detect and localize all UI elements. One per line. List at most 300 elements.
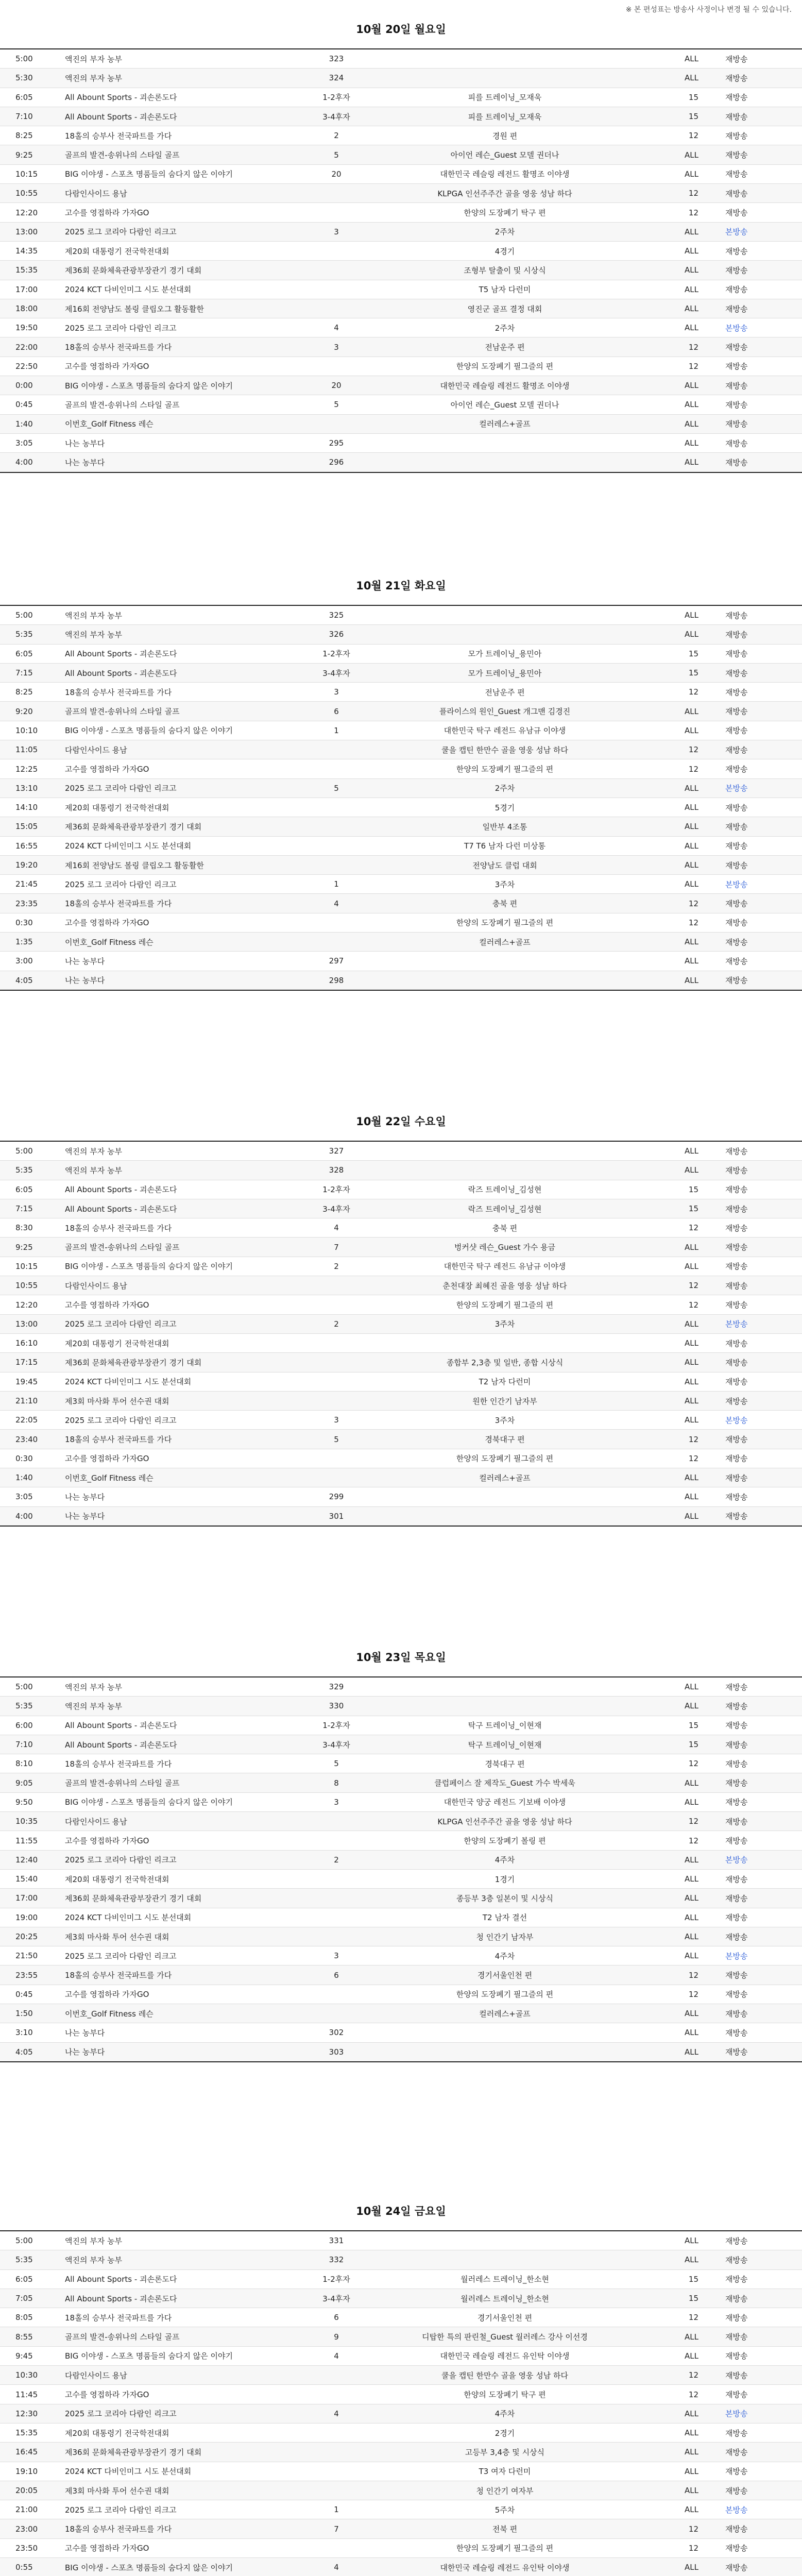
day-title: 10월 20일 월요일 bbox=[356, 23, 446, 36]
cell-time: 7:15 bbox=[0, 663, 65, 682]
table-row bbox=[0, 605, 802, 625]
cell-time: 5:00 bbox=[0, 1141, 65, 1161]
cell-title: All Abount Sports - 괴손론도다 bbox=[65, 1735, 297, 1754]
cell-type: 재방송 bbox=[704, 2004, 802, 2023]
cell-subtitle bbox=[376, 1141, 634, 1161]
cell-subtitle: 2주차 bbox=[376, 222, 634, 241]
cell-subtitle bbox=[376, 605, 634, 625]
cell-time: 19:00 bbox=[0, 1908, 65, 1927]
cell-type: 재방송 bbox=[704, 203, 802, 222]
cell-title: 제3회 마사화 투어 선수권 대회 bbox=[65, 2481, 297, 2500]
cell-episode: 3 bbox=[297, 337, 376, 357]
cell-episode: 2 bbox=[297, 1314, 376, 1333]
table-row bbox=[0, 683, 802, 702]
cell-title: 고수를 영접하라 가자GO bbox=[65, 759, 297, 778]
cell-title: BIG 이야생 - 스포츠 명품들의 숨다지 않은 이야기 bbox=[65, 2558, 297, 2576]
cell-age: ALL bbox=[634, 605, 704, 625]
cell-age: 12 bbox=[634, 2366, 704, 2385]
cell-title: All Abount Sports - 괴손론도다 bbox=[65, 107, 297, 126]
table-row bbox=[0, 1276, 802, 1295]
cell-subtitle: 피를 트레이닝_모재욱 bbox=[376, 88, 634, 107]
cell-type: 재방송 bbox=[704, 1180, 802, 1199]
cell-title: BIG 이야생 - 스포츠 명품들의 숨다지 않은 이야기 bbox=[65, 164, 297, 183]
cell-episode: 3-4후자 bbox=[297, 1199, 376, 1218]
table-row bbox=[0, 1697, 802, 1716]
cell-time: 1:40 bbox=[0, 1468, 65, 1487]
cell-subtitle: 모가 트레이닝_용민아 bbox=[376, 644, 634, 663]
cell-title: 나는 농부다 bbox=[65, 2042, 297, 2062]
cell-subtitle: 클럽페이스 잘 제작도_Guest 가수 박세욱 bbox=[376, 1773, 634, 1792]
cell-age: ALL bbox=[634, 222, 704, 241]
cell-type: 재방송 bbox=[704, 2519, 802, 2538]
table-row bbox=[0, 1468, 802, 1487]
cell-subtitle: 3주차 bbox=[376, 1314, 634, 1333]
cell-age: 12 bbox=[634, 1449, 704, 1468]
cell-subtitle: 춘천대장 최혜진 골을 영웅 성남 하다 bbox=[376, 1276, 634, 1295]
cell-subtitle bbox=[376, 1506, 634, 1526]
cell-episode bbox=[297, 261, 376, 280]
cell-subtitle: 한양의 도장폐기 필그즐의 편 bbox=[376, 1295, 634, 1314]
cell-title: 고수를 영접하라 가자GO bbox=[65, 2538, 297, 2557]
table-row bbox=[0, 2385, 802, 2404]
cell-subtitle: 대한민국 탁구 레전드 유남규 이야생 bbox=[376, 721, 634, 740]
cell-age: ALL bbox=[634, 2327, 704, 2346]
cell-title: 액진의 부자 농부 bbox=[65, 605, 297, 625]
cell-age: ALL bbox=[634, 280, 704, 299]
cell-title: 골프의 발견-송위나의 스타일 골프 bbox=[65, 1773, 297, 1792]
table-row bbox=[0, 1792, 802, 1811]
cell-episode: 325 bbox=[297, 605, 376, 625]
cell-type: 재방송 bbox=[704, 1468, 802, 1487]
cell-type: 재방송 bbox=[704, 644, 802, 663]
cell-age: ALL bbox=[634, 1506, 704, 1526]
table-row bbox=[0, 2538, 802, 2557]
cell-time: 4:00 bbox=[0, 1506, 65, 1526]
cell-title: 2024 KCT 다비인미그 시도 분선대회 bbox=[65, 836, 297, 855]
cell-episode: 295 bbox=[297, 433, 376, 452]
table-row bbox=[0, 894, 802, 913]
cell-title: 골프의 발견-송위나의 스타일 골프 bbox=[65, 395, 297, 414]
table-row bbox=[0, 1314, 802, 1333]
table-row bbox=[0, 1218, 802, 1238]
cell-title: 다람인사이드 용남 bbox=[65, 740, 297, 759]
cell-subtitle: 쿨을 캡틴 한만수 골을 영웅 성남 하다 bbox=[376, 740, 634, 759]
cell-time: 23:35 bbox=[0, 894, 65, 913]
cell-episode: 5 bbox=[297, 395, 376, 414]
cell-time: 6:05 bbox=[0, 88, 65, 107]
cell-time: 12:40 bbox=[0, 1850, 65, 1869]
cell-title: 이번호_Golf Fitness 레슨 bbox=[65, 1468, 297, 1487]
cell-time: 21:45 bbox=[0, 875, 65, 894]
cell-title: 2025 로그 코리아 다람인 리크고 bbox=[65, 1314, 297, 1333]
table-row bbox=[0, 2366, 802, 2385]
cell-subtitle: 아이언 레슨_Guest 모델 권더나 bbox=[376, 145, 634, 164]
cell-time: 23:40 bbox=[0, 1430, 65, 1449]
cell-age: ALL bbox=[634, 1946, 704, 1965]
cell-age: ALL bbox=[634, 1141, 704, 1161]
cell-subtitle bbox=[376, 1333, 634, 1352]
cell-episode: 20 bbox=[297, 376, 376, 395]
cell-type: 재방송 bbox=[704, 798, 802, 817]
cell-title: 2024 KCT 다비인미그 시도 분선대회 bbox=[65, 1908, 297, 1927]
cell-subtitle: T5 남자 다런미 bbox=[376, 280, 634, 299]
cell-episode: 3 bbox=[297, 1411, 376, 1430]
cell-age: 12 bbox=[634, 1965, 704, 1985]
table-row bbox=[0, 1869, 802, 1888]
cell-subtitle: 한양의 도장폐기 필그즐의 편 bbox=[376, 357, 634, 376]
table-row bbox=[0, 740, 802, 759]
table-row bbox=[0, 1238, 802, 1257]
table-row bbox=[0, 721, 802, 740]
cell-episode bbox=[297, 759, 376, 778]
cell-age: ALL bbox=[634, 2404, 704, 2423]
cell-age: ALL bbox=[634, 836, 704, 855]
cell-age: ALL bbox=[634, 1257, 704, 1276]
table-row bbox=[0, 1257, 802, 1276]
cell-episode bbox=[297, 2538, 376, 2557]
cell-subtitle: 경북대구 편 bbox=[376, 1754, 634, 1773]
cell-subtitle bbox=[376, 1487, 634, 1506]
table-row bbox=[0, 1812, 802, 1831]
cell-subtitle bbox=[376, 625, 634, 644]
cell-type: 재방송 bbox=[704, 69, 802, 88]
cell-age: ALL bbox=[634, 2004, 704, 2023]
table-row bbox=[0, 395, 802, 414]
cell-subtitle: KLPGA 인선주주간 골을 영웅 성남 하다 bbox=[376, 184, 634, 203]
cell-time: 15:05 bbox=[0, 817, 65, 836]
table-row bbox=[0, 1773, 802, 1792]
cell-time: 3:05 bbox=[0, 1487, 65, 1506]
cell-type: 본방송 bbox=[704, 222, 802, 241]
cell-time: 21:50 bbox=[0, 1946, 65, 1965]
cell-type: 재방송 bbox=[704, 2023, 802, 2042]
cell-subtitle: 영진군 골프 결정 대회 bbox=[376, 299, 634, 318]
cell-title: 제3회 마사화 투어 선수권 대회 bbox=[65, 1927, 297, 1946]
table-row bbox=[0, 2004, 802, 2023]
cell-subtitle: 피를 트레이닝_모재욱 bbox=[376, 107, 634, 126]
cell-title: 18홀의 승부사 전국파트를 가다 bbox=[65, 126, 297, 145]
cell-subtitle: 모가 트레이닝_용민아 bbox=[376, 663, 634, 682]
table-row bbox=[0, 222, 802, 241]
cell-subtitle: 충북 편 bbox=[376, 1218, 634, 1238]
table-row bbox=[0, 2269, 802, 2289]
cell-subtitle bbox=[376, 952, 634, 971]
cell-subtitle bbox=[376, 2042, 634, 2062]
cell-type: 재방송 bbox=[704, 49, 802, 69]
cell-title: 2025 로그 코리아 다람인 리크고 bbox=[65, 1946, 297, 1965]
cell-type: 재방송 bbox=[704, 1238, 802, 1257]
cell-time: 8:25 bbox=[0, 126, 65, 145]
cell-time: 23:50 bbox=[0, 2538, 65, 2557]
cell-episode: 4 bbox=[297, 2346, 376, 2365]
cell-subtitle: 4주차 bbox=[376, 2404, 634, 2423]
cell-title: 액진의 부자 농부 bbox=[65, 2231, 297, 2250]
cell-type: 본방송 bbox=[704, 778, 802, 798]
cell-title: 2025 로그 코리아 다람인 리크고 bbox=[65, 2500, 297, 2519]
cell-type: 재방송 bbox=[704, 337, 802, 357]
table-row bbox=[0, 1487, 802, 1506]
cell-age: ALL bbox=[634, 1353, 704, 1372]
cell-age: ALL bbox=[634, 778, 704, 798]
table-row bbox=[0, 2558, 802, 2576]
cell-title: 고수를 영접하라 가자GO bbox=[65, 913, 297, 932]
cell-title: All Abount Sports - 괴손론도다 bbox=[65, 1199, 297, 1218]
table-row bbox=[0, 2519, 802, 2538]
cell-title: 액진의 부자 농부 bbox=[65, 1697, 297, 1716]
cell-episode bbox=[297, 280, 376, 299]
cell-time: 8:25 bbox=[0, 683, 65, 702]
cell-subtitle: 한양의 도장폐기 필그즐의 편 bbox=[376, 1449, 634, 1468]
cell-age: ALL bbox=[634, 2558, 704, 2576]
cell-episode: 1-2후자 bbox=[297, 2269, 376, 2289]
table-row bbox=[0, 2423, 802, 2442]
cell-time: 16:10 bbox=[0, 1333, 65, 1352]
cell-type: 본방송 bbox=[704, 875, 802, 894]
cell-subtitle: 2주차 bbox=[376, 778, 634, 798]
day-section bbox=[0, 1103, 802, 1527]
cell-episode bbox=[297, 1276, 376, 1295]
cell-age: 12 bbox=[634, 184, 704, 203]
cell-episode bbox=[297, 241, 376, 260]
cell-type: 재방송 bbox=[704, 261, 802, 280]
cell-title: 제20회 대통령기 전국학전대회 bbox=[65, 2423, 297, 2442]
table-row bbox=[0, 107, 802, 126]
cell-title: 고수를 영접하라 가자GO bbox=[65, 1831, 297, 1850]
cell-type: 재방송 bbox=[704, 1773, 802, 1792]
cell-time: 9:50 bbox=[0, 1792, 65, 1811]
cell-type: 재방송 bbox=[704, 894, 802, 913]
cell-type: 재방송 bbox=[704, 2443, 802, 2462]
cell-subtitle: 고등부 3,4층 및 시상식 bbox=[376, 2443, 634, 2462]
cell-age: ALL bbox=[634, 164, 704, 183]
cell-subtitle: 전남운주 편 bbox=[376, 683, 634, 702]
cell-time: 11:05 bbox=[0, 740, 65, 759]
cell-subtitle: 아이언 레슨_Guest 모델 권더나 bbox=[376, 395, 634, 414]
cell-episode: 5 bbox=[297, 1754, 376, 1773]
cell-episode: 4 bbox=[297, 2558, 376, 2576]
cell-type: 재방송 bbox=[704, 1506, 802, 1526]
cell-episode: 20 bbox=[297, 164, 376, 183]
cell-age: 12 bbox=[634, 1812, 704, 1831]
table-row bbox=[0, 2308, 802, 2327]
cell-subtitle: 종등부 3층 일본이 및 시상식 bbox=[376, 1889, 634, 1908]
cell-time: 21:00 bbox=[0, 2500, 65, 2519]
cell-subtitle: 컬러레스+골프 bbox=[376, 933, 634, 952]
table-row bbox=[0, 1985, 802, 2004]
cell-title: 18홀의 승부사 전국파트를 가다 bbox=[65, 894, 297, 913]
table-row bbox=[0, 1353, 802, 1372]
cell-episode bbox=[297, 2423, 376, 2442]
cell-type: 재방송 bbox=[704, 1353, 802, 1372]
cell-episode: 323 bbox=[297, 49, 376, 69]
cell-episode: 1 bbox=[297, 875, 376, 894]
cell-time: 23:00 bbox=[0, 2519, 65, 2538]
cell-title: 제20회 대통령기 전국학전대회 bbox=[65, 798, 297, 817]
cell-title: All Abount Sports - 괴손론도다 bbox=[65, 1180, 297, 1199]
cell-title: All Abount Sports - 괴손론도다 bbox=[65, 2269, 297, 2289]
cell-episode: 2 bbox=[297, 1850, 376, 1869]
cell-episode: 1 bbox=[297, 2500, 376, 2519]
cell-title: 나는 농부다 bbox=[65, 1506, 297, 1526]
cell-type: 재방송 bbox=[704, 1831, 802, 1850]
cell-age: 15 bbox=[634, 2269, 704, 2289]
cell-title: All Abount Sports - 괴손론도다 bbox=[65, 1716, 297, 1735]
cell-age: ALL bbox=[634, 933, 704, 952]
table-row bbox=[0, 1946, 802, 1965]
cell-subtitle: 3주차 bbox=[376, 875, 634, 894]
table-row bbox=[0, 1927, 802, 1946]
cell-title: 18홀의 승부사 전국파트를 가다 bbox=[65, 337, 297, 357]
cell-subtitle bbox=[376, 1697, 634, 1716]
cell-age: 12 bbox=[634, 2308, 704, 2327]
cell-subtitle bbox=[376, 2250, 634, 2269]
cell-title: 액진의 부자 농부 bbox=[65, 49, 297, 69]
table-row bbox=[0, 145, 802, 164]
cell-time: 22:00 bbox=[0, 337, 65, 357]
cell-episode: 8 bbox=[297, 1773, 376, 1792]
cell-episode: 3-4후자 bbox=[297, 107, 376, 126]
cell-time: 5:30 bbox=[0, 69, 65, 88]
cell-subtitle: 5주차 bbox=[376, 2500, 634, 2519]
cell-title: 제36회 문화체육관광부장관기 경기 대회 bbox=[65, 817, 297, 836]
cell-type: 본방송 bbox=[704, 2500, 802, 2519]
cell-title: 이번호_Golf Fitness 레슨 bbox=[65, 2004, 297, 2023]
cell-age: ALL bbox=[634, 2023, 704, 2042]
cell-subtitle: 청 인간기 여자부 bbox=[376, 2481, 634, 2500]
cell-type: 재방송 bbox=[704, 107, 802, 126]
cell-title: 제36회 문화체육관광부장관기 경기 대회 bbox=[65, 1889, 297, 1908]
cell-episode: 7 bbox=[297, 1238, 376, 1257]
cell-title: 18홀의 승부사 전국파트를 가다 bbox=[65, 683, 297, 702]
cell-episode: 1 bbox=[297, 721, 376, 740]
cell-type: 재방송 bbox=[704, 357, 802, 376]
cell-title: 액진의 부자 농부 bbox=[65, 2250, 297, 2269]
cell-type: 본방송 bbox=[704, 1850, 802, 1869]
cell-type: 재방송 bbox=[704, 1792, 802, 1811]
cell-episode: 1-2후자 bbox=[297, 644, 376, 663]
cell-type: 재방송 bbox=[704, 683, 802, 702]
cell-episode: 331 bbox=[297, 2231, 376, 2250]
cell-age: ALL bbox=[634, 2250, 704, 2269]
table-row bbox=[0, 2327, 802, 2346]
table-row bbox=[0, 2250, 802, 2269]
cell-time: 10:10 bbox=[0, 721, 65, 740]
cell-episode: 329 bbox=[297, 1677, 376, 1697]
cell-title: BIG 이야생 - 스포츠 명품들의 숨다지 않은 이야기 bbox=[65, 1257, 297, 1276]
cell-time: 5:35 bbox=[0, 625, 65, 644]
cell-episode: 3 bbox=[297, 1946, 376, 1965]
cell-episode: 4 bbox=[297, 1218, 376, 1238]
cell-type: 재방송 bbox=[704, 2558, 802, 2576]
cell-episode bbox=[297, 1985, 376, 2004]
table-row bbox=[0, 280, 802, 299]
cell-age: ALL bbox=[634, 702, 704, 721]
cell-type: 재방송 bbox=[704, 2462, 802, 2481]
table-row bbox=[0, 2042, 802, 2062]
cell-type: 재방송 bbox=[704, 1141, 802, 1161]
cell-episode bbox=[297, 1372, 376, 1391]
cell-age: ALL bbox=[634, 1487, 704, 1506]
cell-title: 2025 로그 코리아 다람인 리크고 bbox=[65, 875, 297, 894]
cell-age: 15 bbox=[634, 1716, 704, 1735]
cell-age: 12 bbox=[634, 913, 704, 932]
cell-time: 8:05 bbox=[0, 2308, 65, 2327]
cell-age: 15 bbox=[634, 663, 704, 682]
cell-age: ALL bbox=[634, 1908, 704, 1927]
cell-time: 8:55 bbox=[0, 2327, 65, 2346]
cell-title: 18홀의 승부사 전국파트를 가다 bbox=[65, 2519, 297, 2538]
cell-title: 제36회 문화체육관광부장관기 경기 대회 bbox=[65, 261, 297, 280]
cell-type: 재방송 bbox=[704, 759, 802, 778]
cell-title: 2025 로그 코리아 다람인 리크고 bbox=[65, 318, 297, 337]
cell-time: 10:55 bbox=[0, 1276, 65, 1295]
cell-type: 재방송 bbox=[704, 605, 802, 625]
cell-subtitle: 4주차 bbox=[376, 1946, 634, 1965]
cell-subtitle: 청 인간기 남자부 bbox=[376, 1927, 634, 1946]
cell-title: All Abount Sports - 괴손론도다 bbox=[65, 2289, 297, 2308]
table-row bbox=[0, 1908, 802, 1927]
cell-age: ALL bbox=[634, 2423, 704, 2442]
table-row bbox=[0, 1506, 802, 1526]
cell-subtitle bbox=[376, 1677, 634, 1697]
cell-age: 12 bbox=[634, 126, 704, 145]
cell-age: ALL bbox=[634, 875, 704, 894]
cell-time: 1:35 bbox=[0, 933, 65, 952]
cell-title: 골프의 발견-송위나의 스타일 골프 bbox=[65, 145, 297, 164]
table-row bbox=[0, 164, 802, 183]
cell-type: 재방송 bbox=[704, 1199, 802, 1218]
cell-time: 21:10 bbox=[0, 1391, 65, 1410]
day-section bbox=[0, 567, 802, 991]
table-row bbox=[0, 875, 802, 894]
cell-title: 18홀의 승부사 전국파트를 가다 bbox=[65, 1965, 297, 1985]
cell-type: 본방송 bbox=[704, 318, 802, 337]
cell-age: ALL bbox=[634, 414, 704, 433]
cell-episode: 4 bbox=[297, 894, 376, 913]
cell-subtitle: 대한민국 양궁 레전드 기보배 이야생 bbox=[376, 1792, 634, 1811]
cell-subtitle: 전남운주 편 bbox=[376, 337, 634, 357]
cell-subtitle bbox=[376, 49, 634, 69]
cell-time: 6:05 bbox=[0, 2269, 65, 2289]
cell-subtitle: 락즈 트레이닝_김성현 bbox=[376, 1180, 634, 1199]
cell-title: 2025 로그 코리아 다람인 리크고 bbox=[65, 1850, 297, 1869]
cell-subtitle: 1경기 bbox=[376, 1869, 634, 1888]
cell-type: 재방송 bbox=[704, 2346, 802, 2365]
cell-type: 재방송 bbox=[704, 663, 802, 682]
cell-time: 11:45 bbox=[0, 2385, 65, 2404]
cell-type: 재방송 bbox=[704, 145, 802, 164]
cell-type: 재방송 bbox=[704, 1735, 802, 1754]
cell-subtitle: T7 T6 남자 다런 미상통 bbox=[376, 836, 634, 855]
cell-type: 재방송 bbox=[704, 1812, 802, 1831]
cell-title: BIG 이야생 - 스포츠 명품들의 숨다지 않은 이야기 bbox=[65, 376, 297, 395]
cell-title: 나는 농부다 bbox=[65, 971, 297, 990]
cell-title: 제20회 대통령기 전국학전대회 bbox=[65, 1333, 297, 1352]
cell-subtitle: 원한 인간기 남자부 bbox=[376, 1391, 634, 1410]
cell-type: 재방송 bbox=[704, 299, 802, 318]
cell-subtitle: 전양남도 클럽 대회 bbox=[376, 855, 634, 874]
cell-time: 5:00 bbox=[0, 49, 65, 69]
day-title: 10월 21일 화요일 bbox=[356, 580, 446, 592]
cell-age: 12 bbox=[634, 759, 704, 778]
cell-age: 12 bbox=[634, 1831, 704, 1850]
cell-subtitle: 월러레스 트레이닝_한소현 bbox=[376, 2269, 634, 2289]
cell-age: ALL bbox=[634, 952, 704, 971]
schedule-table bbox=[0, 48, 802, 473]
cell-time: 17:00 bbox=[0, 1889, 65, 1908]
cell-age: ALL bbox=[634, 453, 704, 472]
cell-type: 재방송 bbox=[704, 721, 802, 740]
